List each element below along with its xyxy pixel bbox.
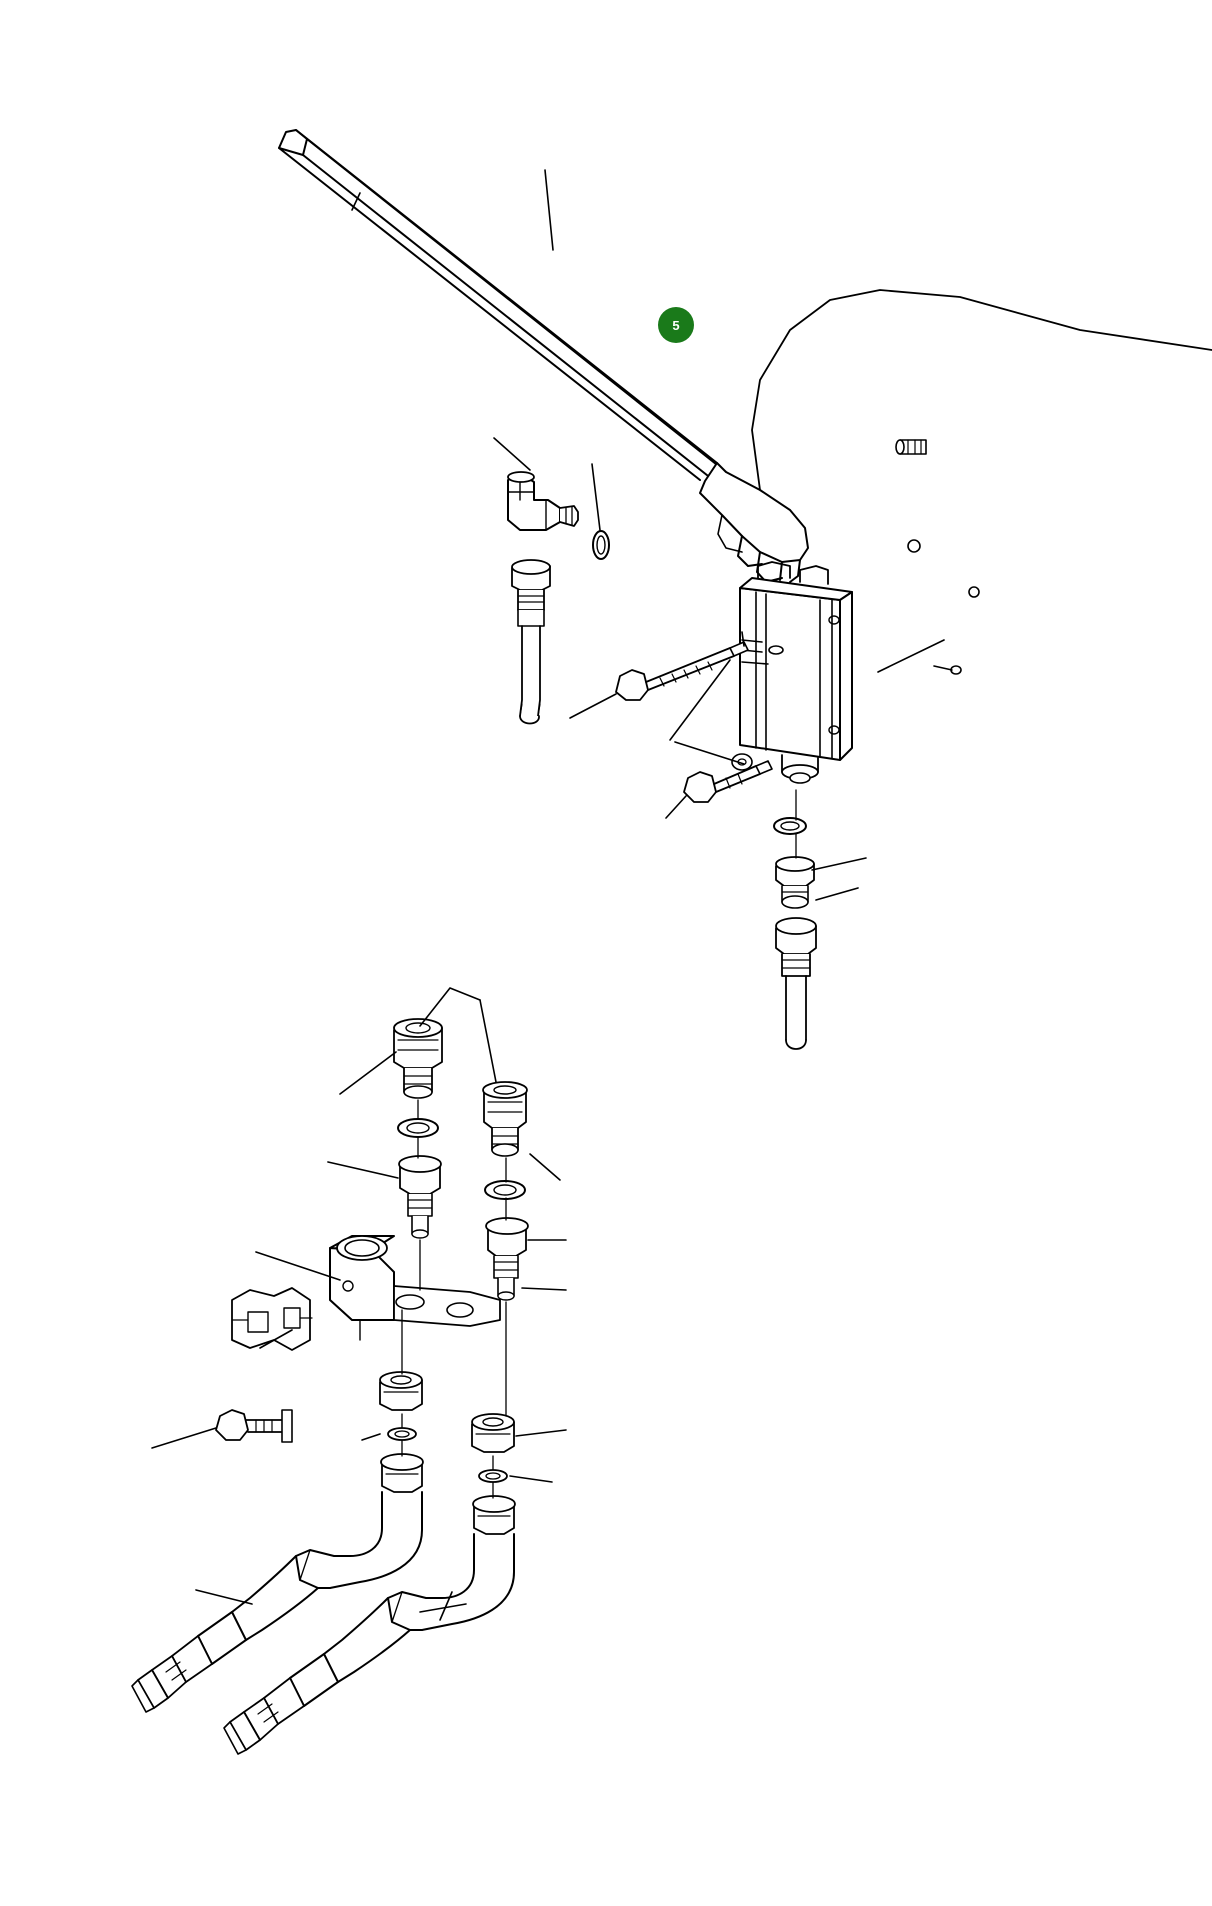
- mount-bolt: [216, 1410, 292, 1442]
- small-plug-lower: [969, 587, 979, 597]
- hose-right: [224, 1534, 514, 1754]
- washer-left: [388, 1428, 416, 1440]
- quick-coupler-left: [394, 1019, 442, 1098]
- nut-left-lower: [381, 1454, 423, 1492]
- small-pin: [896, 440, 926, 454]
- o-ring-right: [485, 1181, 525, 1199]
- nut-right: [472, 1414, 514, 1452]
- callout-badge-5[interactable]: [658, 307, 694, 343]
- leader-line-lever-5: [752, 290, 1212, 490]
- lower-fitting: [776, 857, 814, 908]
- washer-right: [479, 1470, 507, 1482]
- callout-label: 5: [672, 317, 680, 333]
- long-bolt: [616, 642, 748, 700]
- nut-left: [380, 1372, 422, 1410]
- adapter-fitting-left: [399, 1156, 441, 1238]
- small-washer: [732, 754, 752, 770]
- valve-body-block: [740, 562, 852, 783]
- hose-left: [132, 1492, 422, 1712]
- o-ring-left: [398, 1119, 438, 1137]
- lower-o-ring: [774, 818, 806, 834]
- hydraulic-hose-upper: [512, 560, 550, 724]
- elbow-fitting: [508, 472, 578, 530]
- small-plug-group: [908, 540, 979, 674]
- short-bolt: [684, 761, 772, 802]
- o-ring-seal: [593, 531, 609, 559]
- nut-right-lower: [473, 1496, 515, 1534]
- quick-coupler-right: [483, 1082, 527, 1156]
- mounting-bracket: [330, 1236, 500, 1340]
- small-plug-upper: [908, 540, 920, 552]
- leader-line-lever-top: [545, 170, 553, 250]
